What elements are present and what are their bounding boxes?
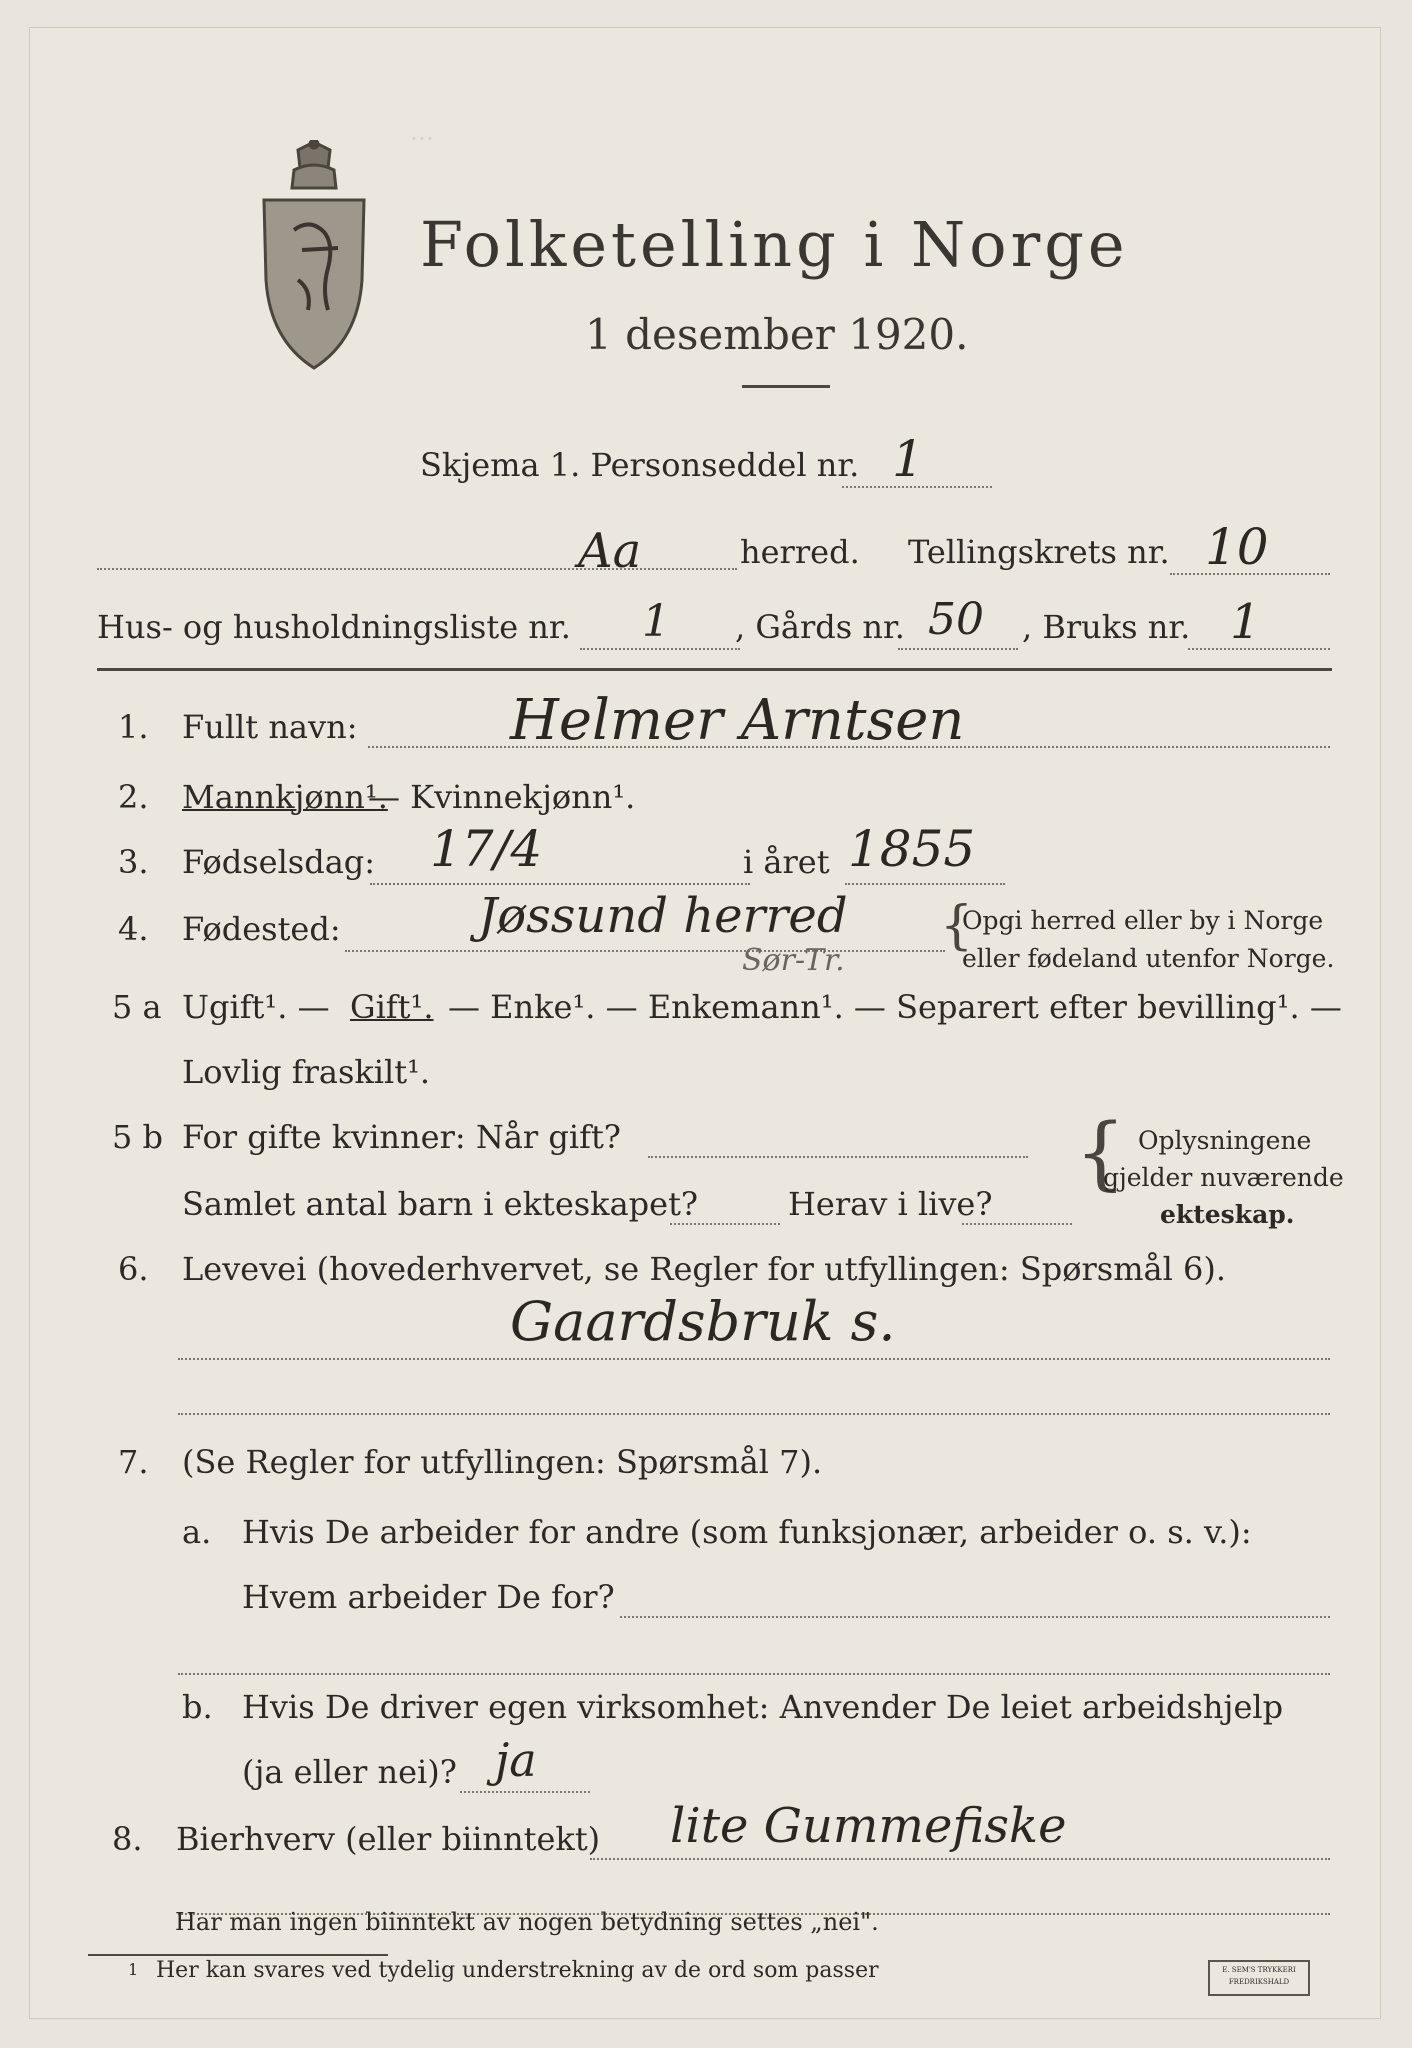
q6-number: 6. (118, 1250, 149, 1288)
bruks-value[interactable]: 1 (1230, 594, 1261, 650)
q7a-letter: a. (182, 1513, 212, 1551)
tellingskrets-label: Tellingskrets nr. (908, 533, 1170, 571)
coat-of-arms-icon (258, 140, 370, 372)
husholdningsliste-value[interactable]: 1 (642, 596, 670, 647)
hired-help-value[interactable]: ja (495, 1733, 537, 1787)
marital-fraskilt-option[interactable]: Lovlig fraskilt¹. (182, 1053, 431, 1091)
footnote-text: Her kan svares ved tydelig understrekning av de ord som passer (156, 1958, 879, 1983)
bruks-label: , Bruks nr. (1022, 608, 1191, 646)
husholdningsliste-dotline (580, 648, 740, 650)
q5b-brace: { (1075, 1106, 1126, 1199)
q6-dotline-1 (178, 1358, 1330, 1360)
footnote-mark: 1 (128, 1960, 139, 1979)
q4-label: Fødested: (182, 910, 341, 948)
birthyear-value[interactable]: 1855 (848, 820, 976, 878)
q7b-letter: b. (182, 1688, 213, 1726)
skjema-label: Skjema 1. Personseddel nr. (420, 446, 860, 484)
printer-stamp: E. SEM'S TRYKKERI FREDRIKSHALD (1208, 1960, 1310, 1996)
q5b-label: For gifte kvinner: Når gift? (182, 1118, 621, 1156)
q3-dotline (370, 883, 750, 885)
income-note: Har man ingen biinntekt av nogen betydning settes „nei". (175, 1908, 879, 1936)
q1-label: Fullt navn: (182, 708, 358, 746)
herred-label: herred. (740, 533, 860, 571)
occupation-value[interactable]: Gaardsbruk s. (510, 1290, 896, 1353)
bleed-through-text: … (410, 118, 434, 146)
q7b-dotline (460, 1791, 590, 1793)
q6-dotline-2 (178, 1413, 1330, 1415)
q5b-note-line1: Oplysningene (1138, 1126, 1312, 1155)
birthyear-dotline (845, 883, 1005, 885)
q7b-question: (ja eller nei)? (242, 1753, 457, 1791)
q1-number: 1. (118, 708, 149, 746)
q5b-number: 5 b (112, 1118, 164, 1156)
personseddel-number[interactable]: 1 (892, 430, 924, 488)
census-form (30, 28, 1380, 2018)
birthyear-label: i året (743, 843, 830, 881)
q5b-children-dotline (670, 1223, 780, 1225)
q4-note-line2: eller fødeland utenfor Norge. (962, 944, 1335, 973)
q7a-dotline-2 (178, 1673, 1330, 1675)
q8-dotline (590, 1858, 1330, 1860)
q7-number: 7. (118, 1443, 149, 1481)
gards-value[interactable]: 50 (928, 594, 984, 645)
birthplace-value[interactable]: Jøssund herred (478, 888, 848, 944)
birthplace-region[interactable]: Sør-Tr. (742, 943, 845, 978)
q7a-dotline-1 (620, 1616, 1330, 1618)
marital-ugift-option[interactable]: Ugift¹. — (182, 988, 330, 1026)
q5b-married-dotline (648, 1156, 1028, 1158)
q4-brace: { (940, 896, 974, 956)
side-income-value[interactable]: lite Gummefiske (670, 1798, 1067, 1854)
q8-label: Bierhverv (eller biinntekt) (176, 1820, 601, 1858)
q4-number: 4. (118, 910, 149, 948)
q7a-text: Hvis De arbeider for andre (som funksjonær, arbeider o. s. v.): (242, 1513, 1252, 1551)
header-divider (97, 668, 1332, 671)
herred-value[interactable]: Aa (578, 523, 642, 579)
q7-label: (Se Regler for utfyllingen: Spørsmål 7). (182, 1443, 823, 1481)
marital-gift-option[interactable]: Gift¹. (350, 988, 434, 1026)
q7a-employer-label: Hvem arbeider De for? (242, 1578, 615, 1616)
q4-dotline (345, 950, 945, 952)
q5b-alive-dotline (962, 1223, 1072, 1225)
title-divider (742, 385, 830, 388)
q7b-text: Hvis De driver egen virksomhet: Anvender De leiet arbeidshjelp (242, 1688, 1284, 1726)
full-name-value[interactable]: Helmer Arntsen (510, 688, 965, 753)
q5a-number: 5 a (112, 988, 162, 1026)
gender-male-option[interactable]: Mannkjønn¹. (182, 778, 388, 816)
q5b-note-line3: ekteskap. (1160, 1200, 1295, 1229)
footnote-divider (88, 1954, 388, 1956)
gards-dotline (898, 648, 1018, 650)
q2-number: 2. (118, 778, 149, 816)
q3-number: 3. (118, 843, 149, 881)
q5b-children-label: Samlet antal barn i ekteskapet? (182, 1185, 699, 1223)
q8-number: 8. (112, 1820, 143, 1858)
census-date: 1 desember 1920. (585, 310, 969, 359)
q5b-note-line2: gjelder nuværende (1103, 1163, 1344, 1192)
q6-label: Levevei (hovederhvervet, se Regler for utfyllingen: Spørsmål 6). (182, 1250, 1227, 1288)
husholdningsliste-label: Hus- og husholdningsliste nr. (97, 608, 571, 646)
gender-female-option[interactable]: — Kvinnekjønn¹. (368, 778, 636, 816)
birthdate-value[interactable]: 17/4 (430, 820, 543, 878)
tellingskrets-value[interactable]: 10 (1205, 518, 1269, 576)
form-title: Folketelling i Norge (420, 208, 1129, 281)
q4-note-line1: Opgi herred eller by i Norge (962, 906, 1324, 935)
q3-label: Fødselsdag: (182, 843, 376, 881)
marital-other-options[interactable]: — Enke¹. — Enkemann¹. — Separert efter bevilling¹. — (448, 988, 1342, 1026)
q5b-alive-label: Herav i live? (788, 1185, 993, 1223)
gards-label: , Gårds nr. (735, 608, 905, 646)
